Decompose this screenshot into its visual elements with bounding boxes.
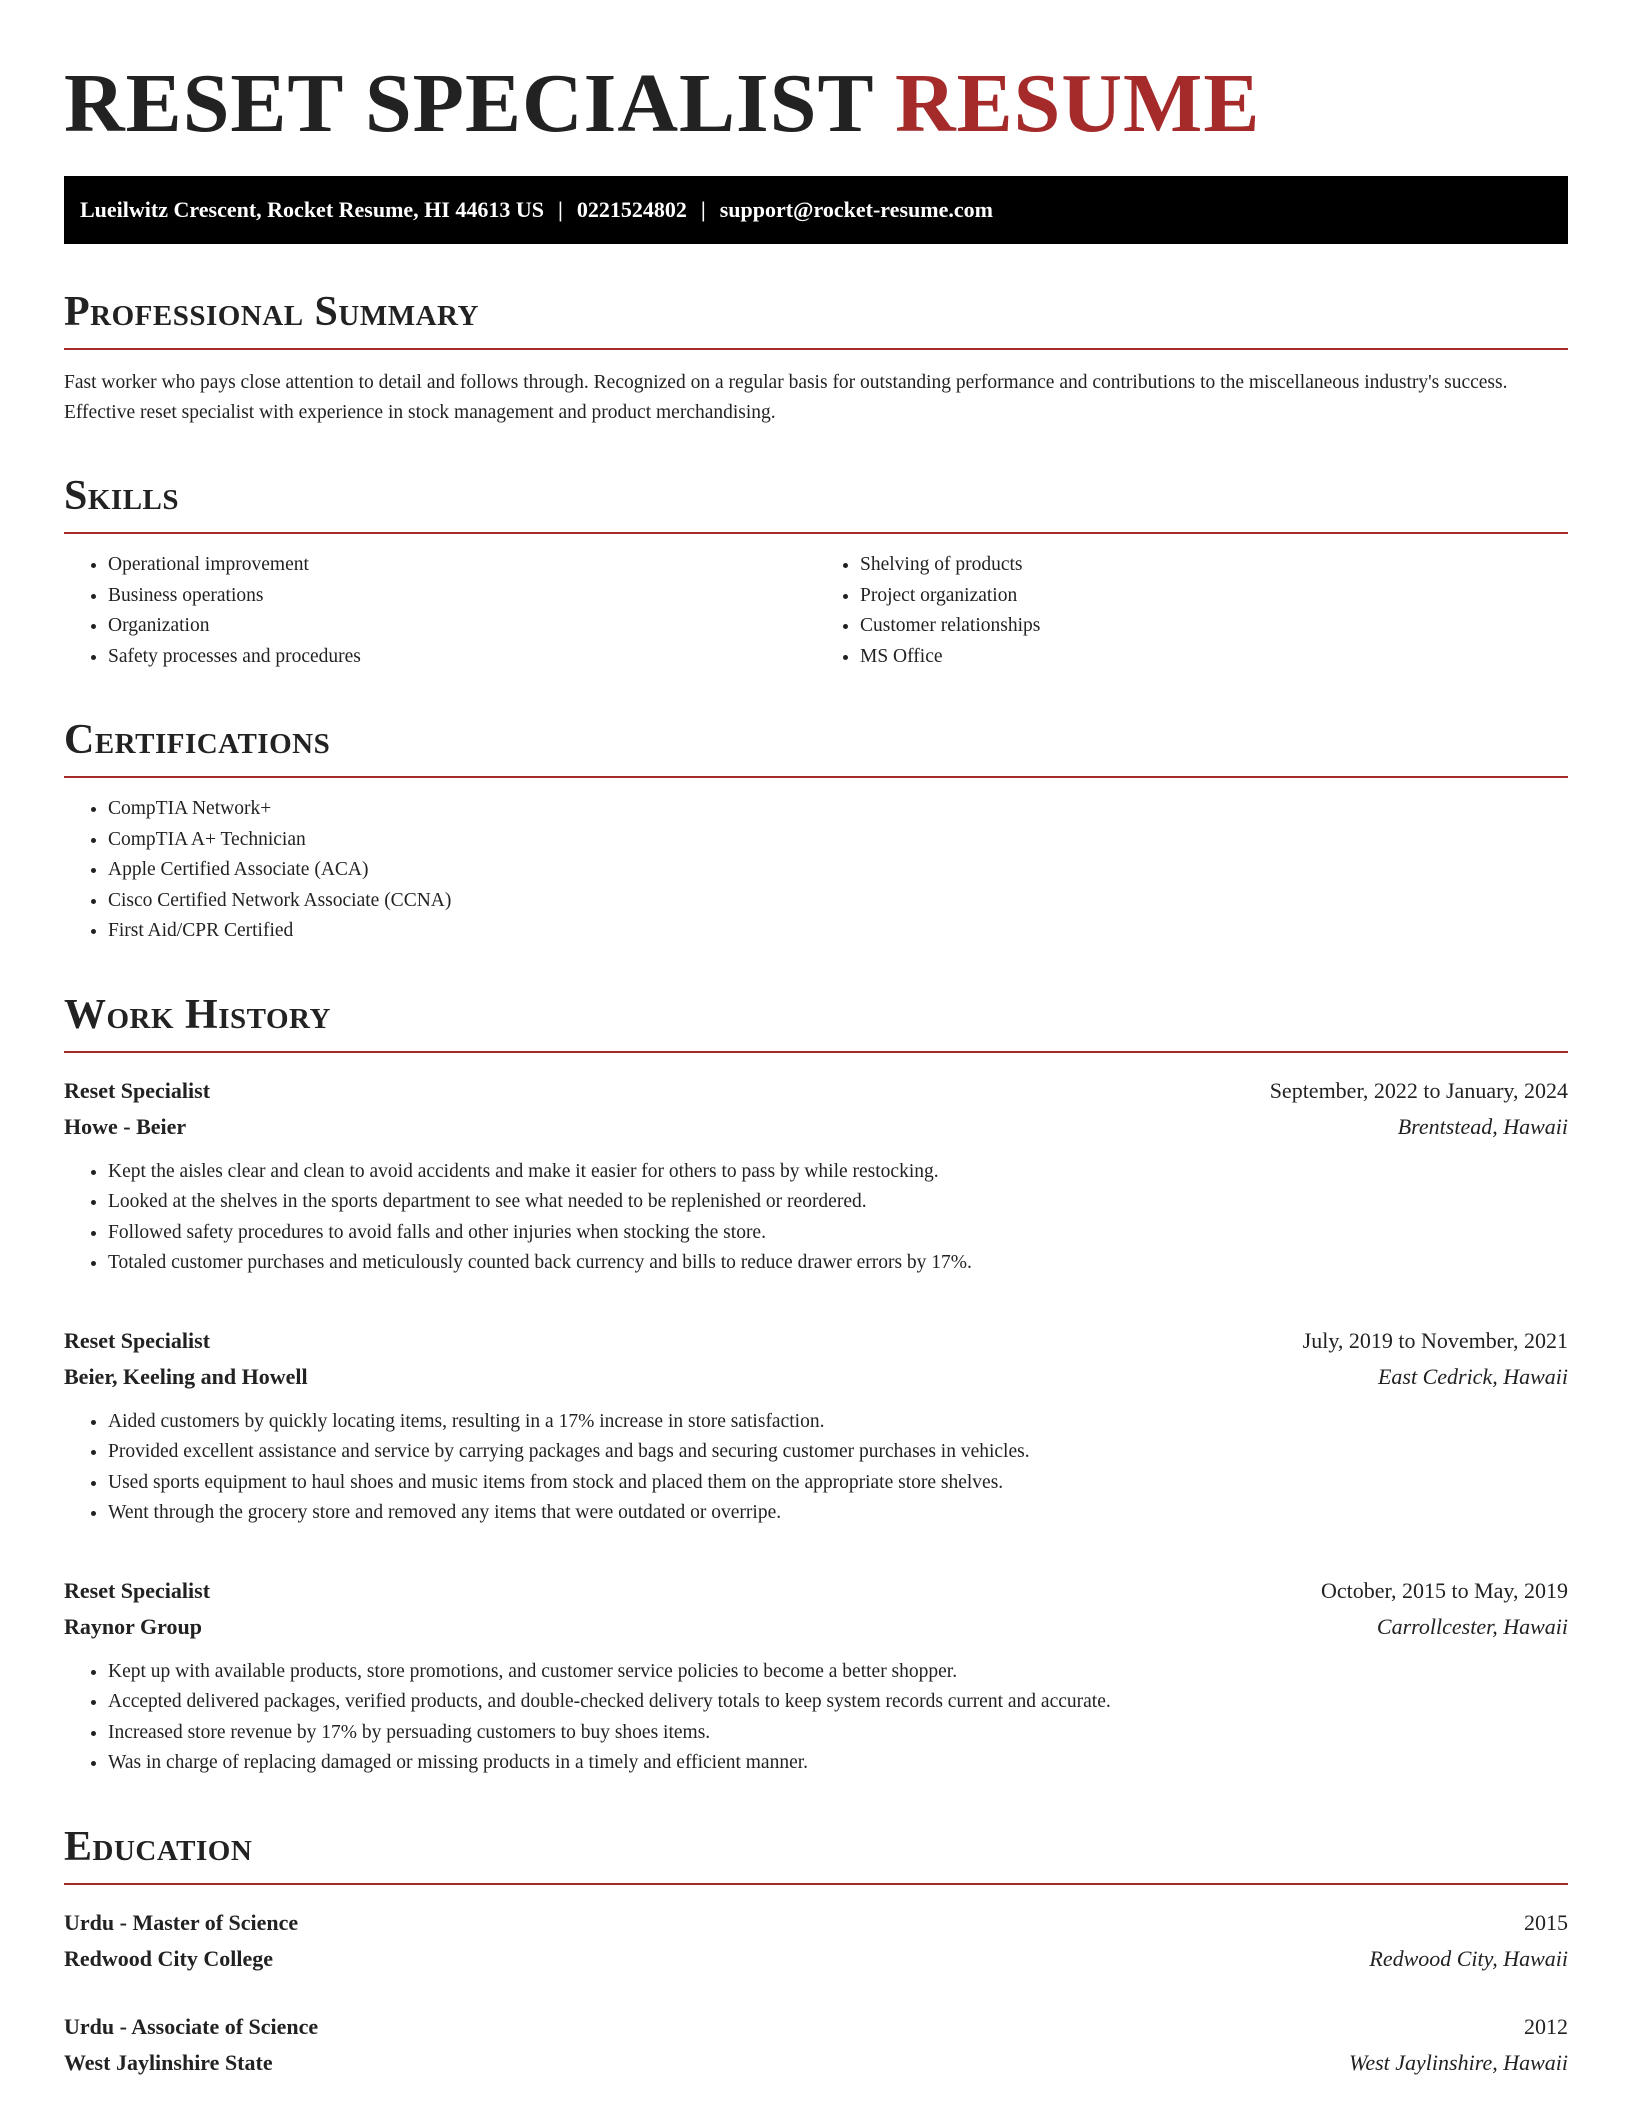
education-degree: Urdu - Associate of Science — [64, 2013, 319, 2039]
job-duty: • Followed safety procedures to avoid falls and other injuries when stocking the store. — [108, 1218, 1568, 1249]
section-divider — [64, 1883, 1568, 1885]
certification-item: • CompTIA A+ Technician — [108, 825, 1568, 856]
contact-separator: | — [700, 197, 706, 222]
section-divider — [64, 532, 1568, 534]
section-divider — [64, 348, 1568, 350]
certifications-section — [64, 716, 1568, 947]
job-entry — [64, 1573, 1568, 1779]
education-section — [64, 1823, 1568, 2081]
skill-item: • Project organization — [860, 581, 1568, 612]
job-duties — [64, 1157, 1568, 1279]
job-duties — [64, 1657, 1568, 1779]
job-duty: • Went through the grocery store and removed any items that were outdated or overripe. — [108, 1498, 1568, 1529]
job-header-row — [64, 1323, 1568, 1359]
certifications-heading: Certifications — [64, 717, 331, 763]
job-company: Beier, Keeling and Howell — [64, 1363, 308, 1389]
page-title — [64, 56, 1568, 152]
certification-item: • First Aid/CPR Certified — [108, 916, 1568, 947]
job-header-row — [64, 1073, 1568, 1109]
certifications-list — [64, 794, 1568, 947]
certification-item: • Apple Certified Associate (ACA) — [108, 855, 1568, 886]
title-main: RESET SPECIALIST — [64, 57, 873, 150]
job-entry — [64, 1073, 1568, 1279]
skills-section — [64, 472, 1568, 672]
certification-item: • CompTIA Network+ — [108, 794, 1568, 825]
education-entry — [64, 1905, 1568, 1977]
job-entry — [64, 1323, 1568, 1529]
contact-address: Lueilwitz Crescent, Rocket Resume, HI 44613 US — [80, 197, 544, 222]
education-year: 2015 — [1524, 1909, 1568, 1935]
job-duty: • Provided excellent assistance and service by carrying packages and bags and securing customer purchases in vehicles. — [108, 1437, 1568, 1468]
job-duty: • Looked at the shelves in the sports department to see what needed to be replenished or reordered. — [108, 1187, 1568, 1218]
job-duty: • Accepted delivered packages, verified products, and double-checked delivery totals to keep system records current and accurate. — [108, 1687, 1568, 1718]
job-location: East Cedrick, Hawaii — [1377, 1363, 1568, 1389]
skill-item: • Customer relationships — [860, 611, 1568, 642]
section-divider — [64, 1051, 1568, 1053]
job-company: Howe - Beier — [64, 1113, 187, 1139]
job-location: Brentstead, Hawaii — [1397, 1113, 1568, 1139]
education-degree-row — [64, 2009, 1568, 2045]
job-dates: September, 2022 to January, 2024 — [1269, 1077, 1568, 1103]
skills-heading: Skills — [64, 473, 180, 519]
job-duty: • Totaled customer purchases and meticulously counted back currency and bills to reduce drawer errors by 17%. — [108, 1248, 1568, 1279]
job-duty: • Used sports equipment to haul shoes and music items from stock and placed them on the appropriate store shelves. — [108, 1468, 1568, 1499]
job-duty: • Aided customers by quickly locating items, resulting in a 17% increase in store satisfaction. — [108, 1407, 1568, 1438]
work-history-section — [64, 991, 1568, 1779]
contact-phone[interactable]: 0221524802 — [576, 197, 687, 222]
education-heading: Education — [64, 1823, 253, 1870]
skill-item: • Shelving of products — [860, 550, 1568, 581]
skills-list-right — [816, 550, 1568, 672]
summary-section — [64, 288, 1568, 428]
certification-item: • Cisco Certified Network Associate (CCNA) — [108, 886, 1568, 917]
contact-separator: | — [557, 197, 563, 222]
job-company-row — [64, 1359, 1568, 1395]
section-divider — [64, 776, 1568, 778]
job-duty: • Kept the aisles clear and clean to avoid accidents and make it easier for others to pass by while restocking. — [108, 1157, 1568, 1188]
job-duty: • Increased store revenue by 17% by persuading customers to buy shoes items. — [108, 1718, 1568, 1749]
education-degree-row — [64, 1905, 1568, 1941]
skill-item: • Business operations — [108, 581, 816, 612]
skills-list-left — [64, 550, 816, 672]
job-duties — [64, 1407, 1568, 1529]
title-accent: RESUME — [894, 57, 1261, 150]
job-duty: • Kept up with available products, store promotions, and customer service policies to become a better shopper. — [108, 1657, 1568, 1688]
summary-heading: Professional Summary — [64, 289, 479, 335]
education-school-row — [64, 1941, 1568, 1977]
education-degree: Urdu - Master of Science — [64, 1909, 299, 1935]
job-duty: • Was in charge of replacing damaged or missing products in a timely and efficient manner. — [108, 1748, 1568, 1779]
summary-text: Fast worker who pays close attention to detail and follows through. Recognized on a regular basis for outstanding performance and contributions to the miscellaneous industry's success. Effective reset specialist with experience in stock management and product merchandising. — [64, 372, 1508, 423]
job-title: Reset Specialist — [64, 1077, 211, 1103]
education-location: Redwood City, Hawaii — [1369, 1945, 1568, 1971]
contact-bar — [64, 176, 1568, 244]
skill-item: • Operational improvement — [108, 550, 816, 581]
job-title: Reset Specialist — [64, 1327, 211, 1353]
job-dates: October, 2015 to May, 2019 — [1321, 1577, 1568, 1603]
skill-item: • MS Office — [860, 642, 1568, 673]
skill-item: • Organization — [108, 611, 816, 642]
job-company-row — [64, 1109, 1568, 1145]
skill-item: • Safety processes and procedures — [108, 642, 816, 673]
education-entry — [64, 2009, 1568, 2081]
job-header-row — [64, 1573, 1568, 1609]
job-company: Raynor Group — [64, 1613, 202, 1639]
job-title: Reset Specialist — [64, 1577, 211, 1603]
education-year: 2012 — [1524, 2013, 1568, 2039]
work-history-heading: Work History — [64, 991, 331, 1038]
education-school-row — [64, 2045, 1568, 2081]
job-location: Carrollcester, Hawaii — [1376, 1613, 1568, 1639]
job-company-row — [64, 1609, 1568, 1645]
education-school: Redwood City College — [64, 1945, 273, 1971]
education-school: West Jaylinshire State — [64, 2049, 273, 2075]
education-location: West Jaylinshire, Hawaii — [1349, 2049, 1568, 2075]
job-dates: July, 2019 to November, 2021 — [1302, 1327, 1568, 1353]
skills-grid — [64, 550, 1568, 672]
contact-email[interactable]: support@rocket-resume.com — [719, 197, 993, 222]
